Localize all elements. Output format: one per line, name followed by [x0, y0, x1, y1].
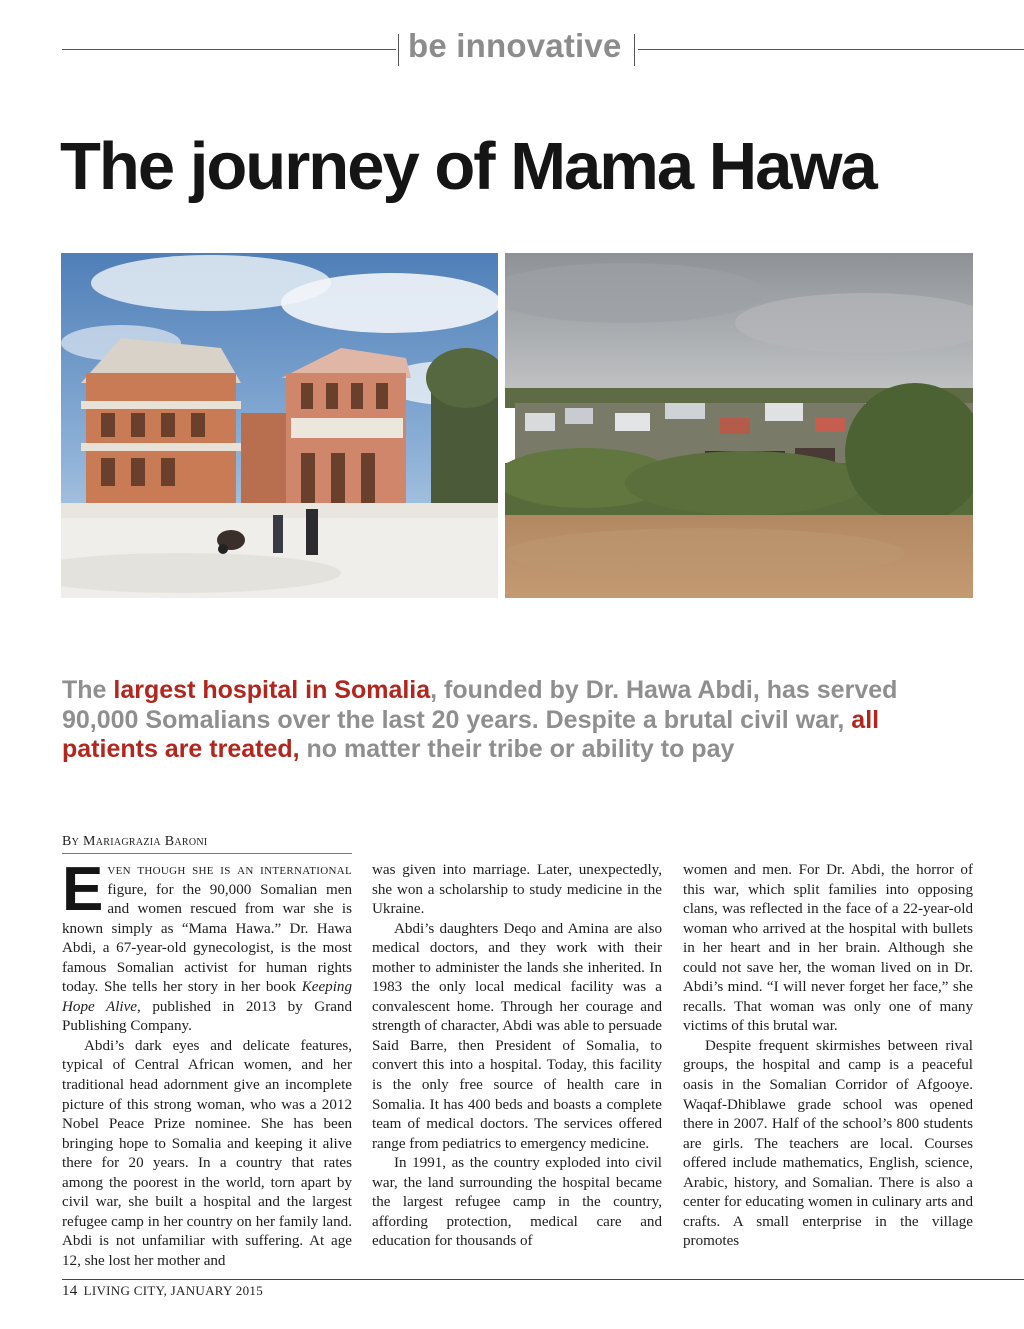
article-paragraph: In 1991, as the country exploded into civil war, the land surrounding the hospital became the largest refugee camp in the country, affording protection, medical care and education for thousands of — [372, 1155, 662, 1250]
book-title: Keeping Hope Alive — [62, 979, 352, 1015]
section-label: be innovative — [408, 27, 622, 64]
lead-in: ven though she is an international — [107, 862, 352, 878]
paragraph-text: figure, for the 90,000 Somalian men and women rescued from war she is known simply as “Mama Hawa.” Dr. Hawa Abdi, a 67-year-old gynecologist, is the most famous Somalian activist for human rights today. She tells her story in her book — [62, 881, 352, 996]
section-divider-left — [398, 34, 399, 66]
hospital-building-photo — [61, 253, 498, 598]
article-paragraph: was given into marriage. Later, unexpectedly, she won a scholarship to study medicine in the Ukraine. — [372, 862, 662, 918]
deck-highlight-1: largest hospital in Somalia — [113, 676, 431, 704]
byline-rule — [62, 853, 352, 854]
article-paragraph — [62, 855, 353, 1037]
page-number: 14 — [62, 1283, 78, 1299]
paragraph-text: , published in 2013 by Grand Publishing Company. — [62, 998, 353, 1035]
deck-text-2: , founded by Dr. Hawa Abdi, has served 90,000 Somalians over the last 20 years. Despite a brutal civil war, — [62, 676, 898, 734]
footer-rule — [62, 1279, 1024, 1280]
article-column-2 — [372, 861, 662, 1252]
article-column-3 — [683, 861, 973, 1252]
section-divider-right — [634, 34, 635, 66]
article-deck — [62, 676, 962, 765]
section-rule-right — [638, 49, 1024, 50]
article-column-1 — [62, 855, 353, 1271]
drop-cap: E — [62, 855, 104, 924]
byline: By Mariagrazia Baroni — [62, 834, 208, 849]
deck-highlight-2: all patients are treated, — [62, 705, 880, 763]
article-paragraph: Abdi’s daughters Deqo and Amina are also medical doctors, and they work with their mother to administer the lands she inherited. In 1983 the only local medical facility was a convalescent home. Through her courage and strength of character, Abdi was able to persuade Said Barre, then President of Somalia, to convert this into a hospital. Today, this facility is the only free source of health care in Somalia. It has 400 beds and boasts a complete team of medical doctors. The services offered range from pediatrics to emergency medicine. — [372, 920, 662, 1152]
article-paragraph: Despite frequent skirmishes between rival groups, the hospital and camp is a peaceful oasis in the Somalian Corridor of Afgooye. Waqaf-Dhiblawe grade school was opened there in 2007. Half of the school’s 800 students are girls. The teachers are local. Courses offered include mathematics, English, science, Arabic, history, and Somalian. There is also a center for educating women in culinary arts and crafts. A small enterprise in the village promotes — [683, 1037, 973, 1250]
refugee-camp-photo — [505, 253, 973, 598]
section-rule-left — [62, 49, 396, 50]
article-paragraph: Abdi’s dark eyes and delicate features, typical of Central African women, and her traditional head adornment give an incomplete picture of this strong woman, who was a 2012 Nobel Peace Prize nominee. She has been bringing hope to Somalia and keeping it alive there for 20 years. In a country that rates among the poorest in the world, torn apart by civil war, she built a hospital and the largest refugee camp in her country on her family land. Abdi is not unfamiliar with suffering. At age 12, she lost her mother and — [62, 1037, 352, 1269]
publication-info: LIVING CITY, JANUARY 2015 — [83, 1283, 263, 1298]
page-footer — [62, 1283, 263, 1300]
deck-text-3: no matter their tribe or ability to pay — [299, 735, 735, 763]
article-headline: The journey of Mama Hawa — [60, 129, 876, 204]
article-paragraph: women and men. For Dr. Abdi, the horror of this war, which split families into opposing clans, was reflected in the face of a 22-year-old woman who arrived at the hospital with bullets in her heart and in her brain. Although she could not save her, the woman lived on in Dr. Abdi’s mind. “I will never forget her face,” she recalls. That woman was only one of many victims of this brutal war. — [683, 862, 973, 1035]
deck-text-1: The — [62, 676, 114, 704]
